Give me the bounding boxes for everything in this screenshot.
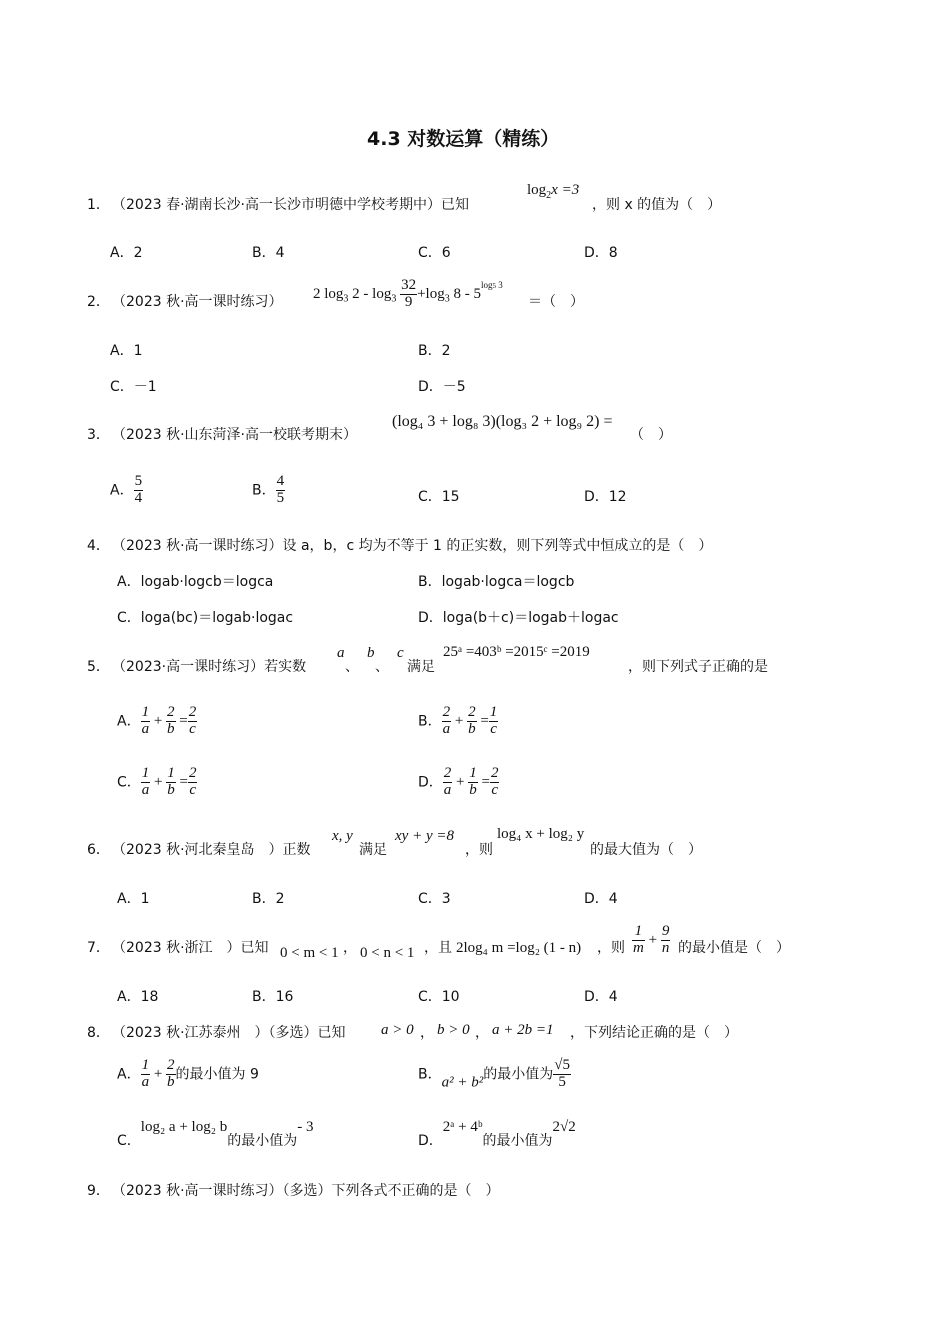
- option-d: D．2ᵃ + 4ᵇ的最小值为2√2: [418, 1119, 576, 1149]
- option-b: B．2: [418, 343, 451, 359]
- question-tail: ，下列结论正确的是（ ）: [570, 1025, 738, 1041]
- option-a: A．1: [110, 343, 143, 359]
- question-text: （2023 秋·高一课时练习）设 a，b，c 均为不等于 1 的正实数，则下列等式中恒成立的是（ ）: [112, 538, 713, 554]
- equation: 2log₄ m =log₂ (1 - n): [456, 940, 582, 956]
- option-b: B．2: [252, 891, 285, 907]
- page-title: 4.3 对数运算（精练）: [367, 128, 560, 150]
- question-mid: ，且: [424, 940, 452, 956]
- question-number: 4．: [87, 538, 110, 554]
- condition-n: 0 < n < 1: [360, 945, 415, 961]
- expression: $\frac{1}{m}$ + $\frac{9}{n}$: [633, 923, 670, 956]
- question-text: （2023 秋·高一课时练习）（多选）下列各式不正确的是（ ）: [112, 1183, 500, 1199]
- option-b: B．logab·logca＝logcb: [418, 574, 575, 590]
- option-c: C．10: [418, 989, 460, 1005]
- question-mid: 满足: [407, 659, 435, 675]
- question-tail: ，则下列式子正确的是: [628, 659, 768, 675]
- question-number: 9．: [87, 1183, 110, 1199]
- question-source: （2023 春·湖南长沙·高一长沙市明德中学校考期中）已知: [112, 197, 469, 213]
- option-d: D．4: [584, 891, 618, 907]
- var-a: a: [337, 645, 345, 661]
- option-b: B．4: [252, 245, 285, 261]
- option-c: C．log₂ a + log₂ b的最小值为- 3: [117, 1119, 314, 1149]
- question-source: （2023 秋·河北秦皇岛 ）正数: [112, 842, 311, 858]
- equation: 25ᵃ =403ᵇ =2015ᶜ =2019: [443, 644, 590, 660]
- question-tail: ，则 x 的值为（ ）: [592, 197, 722, 213]
- variables: x, y: [332, 828, 353, 844]
- condition: xy + y =8: [395, 828, 454, 844]
- var-b: b: [367, 645, 375, 661]
- option-a: A．logab·logcb＝logca: [117, 574, 274, 590]
- separator: 、: [345, 659, 359, 675]
- question-number: 7．: [87, 940, 110, 956]
- equation: 2 $\log_3 2 - \log_3$ $\frac{32}{9}$ $+\log_3$ $8 - 5^{log5 3}$: [313, 277, 503, 310]
- option-c: C．－1: [110, 379, 157, 395]
- option-d: D．8: [584, 245, 618, 261]
- equation: $\log_2x =3$: [527, 182, 580, 201]
- option-b: B．a² + b²的最小值为 $\frac{√5}{5}$: [418, 1057, 570, 1091]
- option-d: D．4: [584, 989, 618, 1005]
- separator: ，: [420, 1025, 434, 1041]
- option-d: D．12: [584, 489, 627, 505]
- question-source: （2023 秋·高一课时练习）: [112, 294, 283, 310]
- question-tail: ＝（ ）: [528, 294, 584, 310]
- question-source: （2023 秋·山东菏泽·高一校联考期末）: [112, 427, 357, 443]
- option-b: B．16: [252, 989, 294, 1005]
- var-c: c: [397, 645, 404, 661]
- option-d: D．－5: [418, 379, 466, 395]
- question-mid2: ，则: [465, 842, 493, 858]
- condition-sum: a + 2b =1: [492, 1022, 554, 1038]
- option-a: A． $\frac{5}{4}$: [110, 473, 143, 506]
- option-c: C．6: [418, 245, 451, 261]
- option-c: C．loga(bc)＝logab·logac: [117, 610, 294, 626]
- question-mid: 满足: [359, 842, 387, 858]
- option-a: A． $\frac{1}{a}$ + $\frac{2}{b}$ 的最小值为 9: [117, 1057, 259, 1090]
- condition-a: a > 0: [381, 1022, 414, 1038]
- question-number: 2．: [87, 294, 110, 310]
- option-c: C．3: [418, 891, 451, 907]
- question-number: 6．: [87, 842, 110, 858]
- separator: ，: [475, 1025, 489, 1041]
- option-b: B． $\frac{4}{5}$: [252, 473, 285, 506]
- question-number: 8．: [87, 1025, 110, 1041]
- question-source: （2023·高一课时练习）若实数: [112, 659, 307, 675]
- equation: (log₄ 3 + log₈ 3)(log₃ 2 + log₉ 2) =: [392, 413, 613, 430]
- option-a: A．18: [117, 989, 159, 1005]
- question-tail: 的最小值是（ ）: [678, 940, 790, 956]
- option-a: A．2: [110, 245, 143, 261]
- question-tail: 的最大值为（ ）: [590, 842, 702, 858]
- separator: ，: [343, 940, 357, 956]
- condition-b: b > 0: [437, 1022, 470, 1038]
- option-c: C．15: [418, 489, 460, 505]
- equation: log₄ x + log₂ y: [497, 826, 585, 842]
- question-number: 5．: [87, 659, 110, 675]
- question-source: （2023 秋·江苏泰州 ）（多选）已知: [112, 1025, 346, 1041]
- question-source: （2023 秋·浙江 ）已知: [112, 940, 269, 956]
- option-a: A．1: [117, 891, 150, 907]
- question-number: 1．: [87, 197, 110, 213]
- option-a: A． $\frac{1}{a}$ + $\frac{2}{b}$ = $\frac{2}{c}$: [117, 704, 197, 737]
- condition-m: 0 < m < 1: [280, 945, 339, 961]
- question-number: 3．: [87, 427, 110, 443]
- question-mid2: ，则: [597, 940, 625, 956]
- option-d: D．loga(b＋c)＝logab＋logac: [418, 610, 619, 626]
- option-d: D． $\frac{2}{a}$ + $\frac{1}{b}$ = $\frac{2}{c}$: [418, 765, 499, 798]
- option-b: B． $\frac{2}{a}$ + $\frac{2}{b}$ = $\frac{1}{c}$: [418, 704, 498, 737]
- option-c: C． $\frac{1}{a}$ + $\frac{1}{b}$ = $\frac{2}{c}$: [117, 765, 197, 798]
- separator: 、: [375, 659, 389, 675]
- question-tail: （ ）: [630, 427, 672, 443]
